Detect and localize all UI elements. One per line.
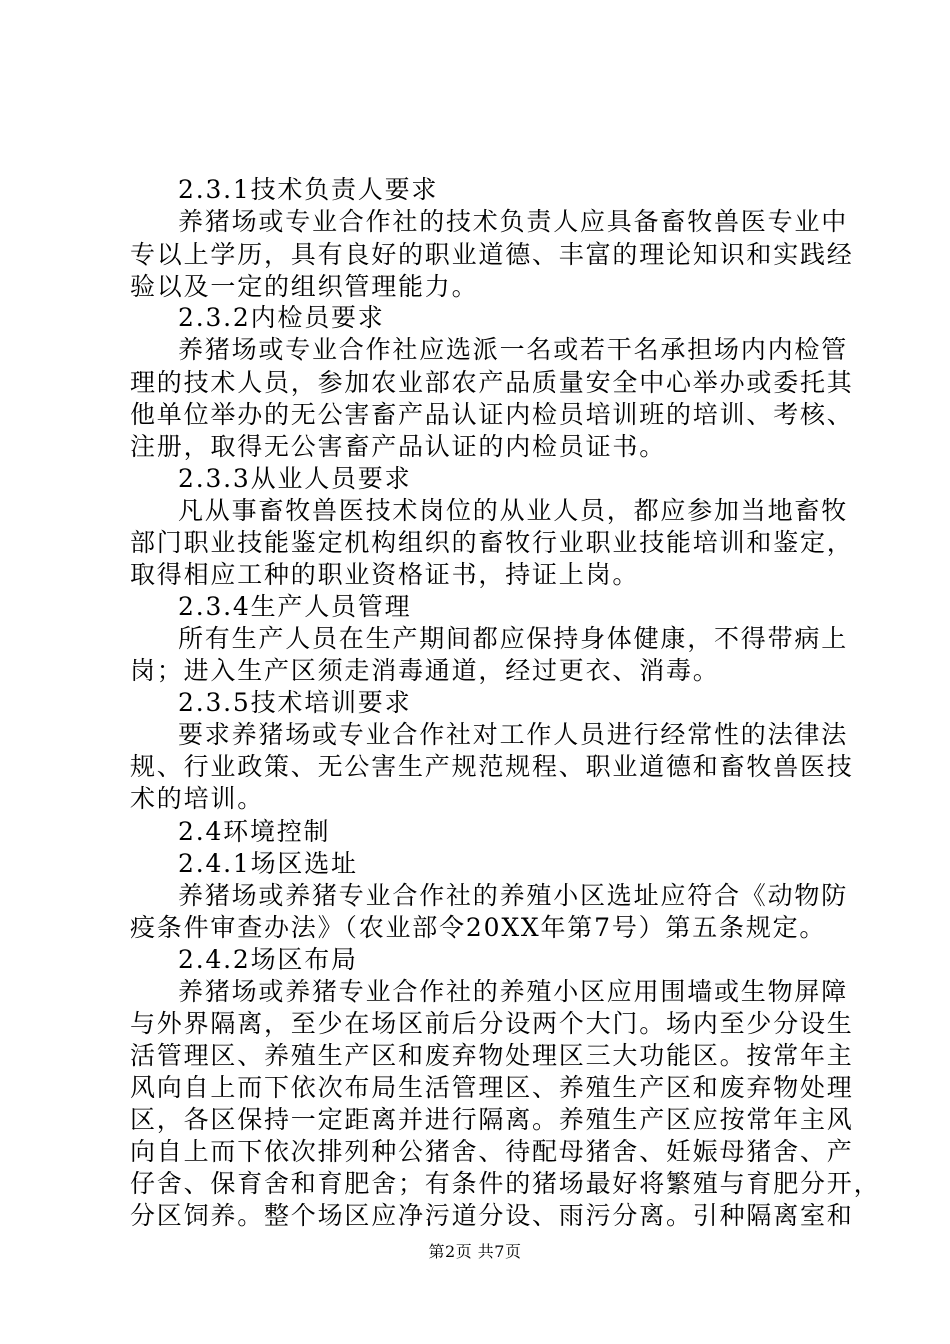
- paragraph-line: 分区饲养。整个场区应净污道分设、雨污分离。引种隔离室和: [130, 1201, 854, 1230]
- paragraph-line: 理的技术人员，参加农业部农产品质量安全中心举办或委托其: [130, 368, 854, 397]
- paragraph-line: 向自上而下依次排列种公猪舍、待配母猪舍、妊娠母猪舍、产: [130, 1137, 854, 1166]
- paragraph-line: 取得相应工种的职业资格证书，持证上岗。: [130, 560, 640, 589]
- paragraph-line: 与外界隔离，至少在场区前后分设两个大门。场内至少分设生: [130, 1009, 854, 1038]
- section-heading-2-4-2: 2.4.2场区布局: [178, 945, 358, 974]
- paragraph-line: 仔舍、保育舍和育肥舍；有条件的猪场最好将繁殖与育肥分开，: [130, 1169, 881, 1198]
- paragraph-line: 养猪场或专业合作社应选派一名或若干名承担场内内检管: [178, 335, 849, 364]
- section-heading-2-3-2: 2.3.2内检员要求: [178, 303, 385, 332]
- paragraph-line: 所有生产人员在生产期间都应保持身体健康，不得带病上: [178, 624, 849, 653]
- paragraph-line: 部门职业技能鉴定机构组织的畜牧行业职业技能培训和鉴定，: [130, 528, 854, 557]
- section-heading-2-3-3: 2.3.3从业人员要求: [178, 464, 412, 493]
- paragraph-line: 凡从事畜牧兽医技术岗位的从业人员，都应参加当地畜牧: [178, 496, 849, 525]
- paragraph-line: 验以及一定的组织管理能力。: [130, 272, 479, 301]
- paragraph-line: 规、行业政策、无公害生产规范规程、职业道德和畜牧兽医技: [130, 752, 854, 781]
- paragraph-line: 注册，取得无公害畜产品认证的内检员证书。: [130, 432, 667, 461]
- section-heading-2-4-1: 2.4.1场区选址: [178, 849, 358, 878]
- paragraph-line: 他单位举办的无公害畜产品认证内检员培训班的培训、考核、: [130, 400, 854, 429]
- paragraph-line: 术的培训。: [130, 784, 265, 813]
- paragraph-line: 专以上学历，具有良好的职业道德、丰富的理论知识和实践经: [130, 240, 854, 269]
- section-heading-2-3-4: 2.3.4生产人员管理: [178, 592, 412, 621]
- paragraph-line: 岗；进入生产区须走消毒通道，经过更衣、消毒。: [130, 656, 720, 685]
- page-number-footer: 第2页 共7页: [428, 1242, 522, 1261]
- paragraph-line: 养猪场或养猪专业合作社的养殖小区选址应符合《动物防: [178, 881, 849, 910]
- section-heading-2-3-5: 2.3.5技术培训要求: [178, 688, 412, 717]
- paragraph-line: 养猪场或养猪专业合作社的养殖小区应用围墙或生物屏障: [178, 977, 849, 1006]
- section-heading-2-3-1: 2.3.1技术负责人要求: [178, 175, 439, 204]
- section-heading-2-4: 2.4环境控制: [178, 817, 331, 846]
- paragraph-line: 活管理区、养殖生产区和废弃物处理区三大功能区。按常年主: [130, 1041, 854, 1070]
- paragraph-line: 养猪场或专业合作社的技术负责人应具备畜牧兽医专业中: [178, 207, 849, 236]
- paragraph-line: 风向自上而下依次布局生活管理区、养殖生产区和废弃物处理: [130, 1073, 854, 1102]
- paragraph-line: 疫条件审查办法》（农业部令20XX年第7号）第五条规定。: [130, 913, 827, 942]
- paragraph-line: 区，各区保持一定距离并进行隔离。养殖生产区应按常年主风: [130, 1105, 854, 1134]
- paragraph-line: 要求养猪场或专业合作社对工作人员进行经常性的法律法: [178, 720, 849, 749]
